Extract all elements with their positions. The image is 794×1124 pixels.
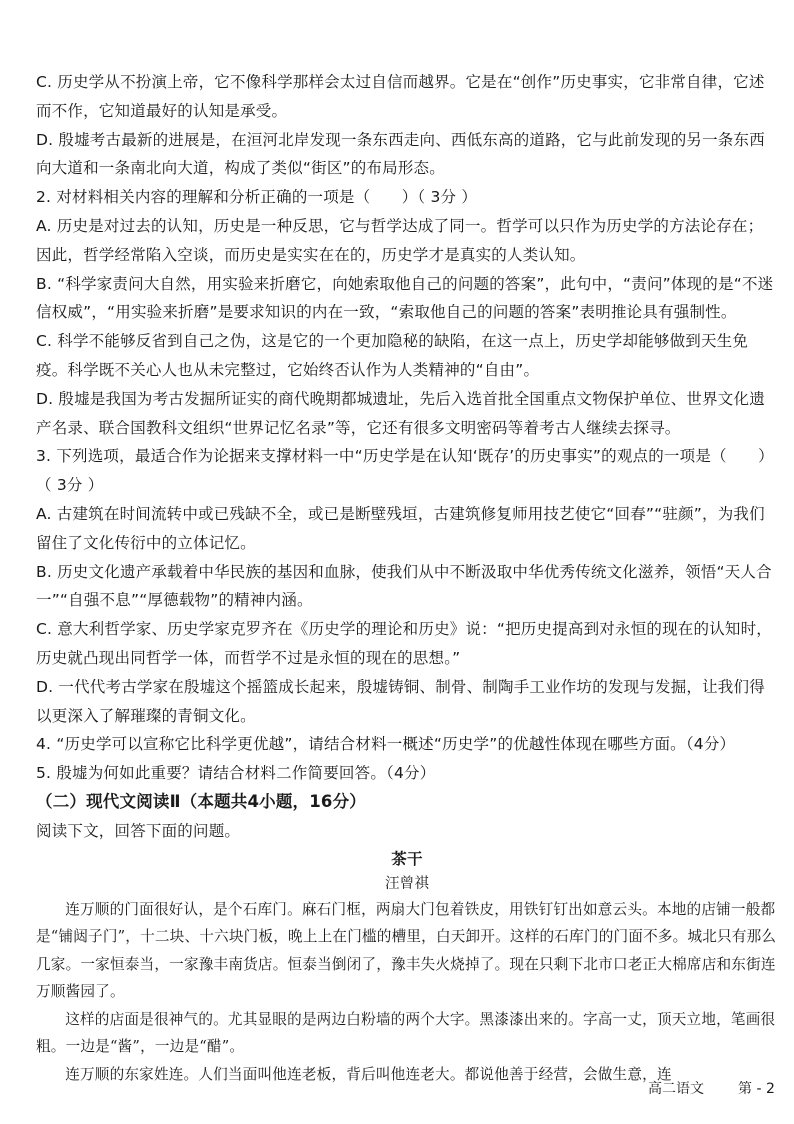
q3-option-d: D. 一代代考古学家在殷墟这个摇篮成长起来，殷墟铸铜、制骨、制陶手工业作坊的发现与发掘，让我们得以更深入了解璀璨的青铜文化。	[36, 677, 765, 725]
q2-option-a: A. 历史是对过去的认知，历史是一种反思，它与哲学达成了同一。哲学可以只作为历史学的方法论存在；因此，哲学经常陷入空谈，而历史是实实在在的，历史学才是真实的人类认知。	[36, 216, 764, 264]
page-body	[36, 68, 778, 1089]
page-footer	[648, 1078, 794, 1098]
q4-question: 4. “历史学可以宣称它比科学更优越”，请结合材料一概述“历史学”的优越性体现在哪些方面。（4分）	[36, 735, 736, 754]
q1-option-c: C. 历史学从不扮演上帝，它不像科学那样会太过自信而越界。它是在“创作”历史事实，它非常自律，它述而不作，它知道最好的认知是承受。	[36, 73, 765, 120]
q3-option-b: B. 历史文化遗产承载着中华民族的基因和血脉，使我们从中不断汲取中华优秀传统文化滋养，领悟“天人合一”“自强不息”“厚德载物”的精神内涵。	[36, 562, 772, 610]
q3-stem: 3. 下列选项，最适合作为论据来支撑材料一中“历史学是在认知‘既存’的历史事实”的观点的一项是（ ）（ 3分 ）	[36, 447, 774, 495]
story-title: 茶干	[391, 848, 423, 868]
footer-page-number: 第 - 2	[738, 1081, 775, 1097]
story-paragraph: 连万顺的门面很好认，是个石库门。麻石门框，两扇大门包着铁皮，用铁钉钉出如意云头。本地的店铺一般都是“铺闼子门”，十二块、十六块门板，晚上上在门槛的槽里，白天卸开。这样的石库门的门面不多。城北只有那么几家。一家恒泰当，一家豫丰南货店。恒泰当倒闭了，豫丰失火烧掉了。现在只剩下北市口老正大棉席店和东街连万顺酱园了。	[36, 900, 777, 1001]
q1-option-d: D. 殷墟考古最新的进展是，在洹河北岸发现一条东西走向、西低东高的道路，它与此前发现的另一条东西向大道和一条南北向大道，构成了类似“街区”的布局形态。	[36, 130, 765, 178]
q2-option-b: B. “科学家责问大自然，用实验来折磨它，向她索取他自己的问题的答案”，此句中，“责问”体现的是“不迷信权威”，“用实验来折磨”是要求知识的内在一致，“索取他自己的问题的答案”表明推论具有强制性。	[36, 274, 774, 322]
story-paragraph: 这样的店面是很神气的。尤其显眼的是两边白粉墙的两个大字。黑漆漆出来的。字高一丈，顶天立地，笔画很粗。一边是“酱”，一边是“醋”。	[36, 1010, 776, 1056]
story-text	[36, 896, 778, 1089]
q3-option-c: C. 意大利哲学家、历史学家克罗齐在《历史学的理论和历史》说：“把历史提高到对永恒的现在的认知时，历史就凸现出同哲学一体，而哲学不过是永恒的现在的思想。”	[36, 620, 773, 667]
story-paragraph: 连万顺的东家姓连。人们当面叫他连老板，背后叫他连老大。都说他善于经营，会做生意，连	[65, 1066, 672, 1084]
footer-subject: 高二语文	[648, 1081, 704, 1097]
section-instruction: 阅读下文，回答下面的问题。	[36, 821, 241, 840]
q2-stem: 2. 对材料相关内容的理解和分析正确的一项是（ ）（ 3分 ）	[36, 188, 478, 207]
section-heading: （二）现代文阅读Ⅱ（本题共4小题，16分）	[36, 791, 367, 811]
q2-option-d: D. 殷墟是我国为考古发掘所证实的商代晚期都城遗址，先后入选首批全国重点文物保护单位、世界文化遗产名录、联合国教科文组织“世界记忆名录”等，它还有很多文明密码等着考古人继续去探寻。	[36, 389, 765, 437]
q2-option-c: C. 科学不能够反省到自己之伪，这是它的一个更加隐秘的缺陷，在这一点上，历史学却能够做到天生免疫。科学既不关心人也从未完整过，它始终否认作为人类精神的“自由”。	[36, 332, 749, 379]
q5-question: 5. 殷墟为何如此重要？请结合材料二作简要回答。（4分）	[36, 764, 436, 783]
q3-option-a: A. 古建筑在时间流转中或已残缺不全，或已是断壁残垣，古建筑修复师用技艺使它“回春”“驻颜”，为我们留住了文化传衍中的立体记忆。	[36, 504, 765, 552]
story-author: 汪曾祺	[384, 875, 430, 892]
